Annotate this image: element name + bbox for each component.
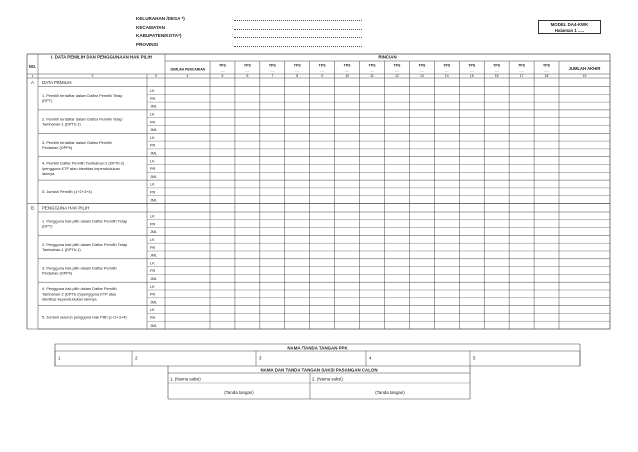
header-tps-7: TPS [368, 63, 376, 68]
column-number-16: 16 [494, 74, 499, 78]
item-label-B-4: 4. Pengguna hak pilih dalam Daftar Pemilih [42, 286, 117, 292]
header-tps-10: TPS [443, 63, 451, 68]
sex-label-pr: PR [150, 292, 156, 297]
sex-label-jml: JML [150, 198, 158, 203]
item-label-B-4: Tambahan-2 (DPTb-2)/pengguna KTP atau [42, 291, 117, 297]
sex-label-lk: LK [150, 261, 155, 266]
header-tps-sub-11: ..... [469, 68, 474, 73]
header-tps-11: TPS [468, 63, 476, 68]
column-number-3: 3 [155, 74, 157, 78]
fill-line-kabupaten[interactable]: : [232, 32, 362, 41]
header-tps-5: TPS [318, 63, 326, 68]
item-label-A-1: (DPT) [42, 98, 53, 104]
header-tps-3: TPS [268, 63, 276, 68]
header-tps-sub-2: ..... [245, 68, 250, 73]
section-code-A: A [31, 80, 34, 85]
fill-line-kecamatan[interactable]: : [232, 24, 362, 33]
fill-line-kelurahan[interactable]: : [232, 15, 362, 24]
item-label-B-5: 5. Jumlah seluruh pengguna Hak Pilih (1+2+3+4) [42, 314, 127, 320]
header-tps-sub-7: ..... [369, 68, 375, 73]
label-kabupaten: KABUPATEN/KOTA*) [136, 33, 182, 39]
column-number-5: 5 [221, 74, 224, 78]
saksi-sign-2: (Tanda tangan) [375, 390, 405, 395]
label-kelurahan: KELURAHAN /DESA *) [136, 16, 185, 21]
header-tps-sub-5: ..... [319, 68, 325, 73]
label-provinsi: PROVINSI [136, 41, 158, 47]
column-number-7: 7 [271, 74, 274, 78]
header-tps-sub-8: ..... [394, 68, 400, 73]
header-tps-sub-6: ..... [344, 68, 350, 73]
header-tps-6: TPS [343, 63, 351, 68]
sex-label-lk: LK [150, 214, 155, 219]
sex-label-lk: LK [150, 308, 155, 313]
sex-label-pr: PR [150, 269, 156, 274]
header-tps-4: TPS [293, 63, 301, 68]
item-label-A-2: 2. Pemilih terdaftar dalam Daftar Pemilih Tetap [42, 116, 123, 122]
ppk-title: NAMA /TANDA TANGAN PPK [287, 345, 348, 351]
header-jumlah-akhir: JUMLAH AKHIR [568, 66, 601, 71]
sex-label-jml: JML [150, 277, 158, 281]
label-kecamatan: KECAMATAN [136, 24, 165, 30]
header-tps-13: TPS [518, 63, 526, 68]
column-number-14: 14 [444, 74, 449, 78]
item-label-B-2: Tambahan-1 (DPTb-1) [42, 247, 81, 253]
column-number-18: 18 [544, 74, 549, 78]
header-rincian: RINCIAN [378, 54, 397, 60]
sex-label-pr: PR [150, 96, 156, 101]
column-number-8: 8 [296, 74, 299, 78]
sex-label-jml: JML [150, 128, 158, 133]
section-title-A: DATA PEMILIH [42, 80, 72, 85]
ppk-number-5: 5 [473, 355, 476, 361]
column-number-12: 12 [395, 74, 399, 78]
item-label-A-5: 5. Jumlah Pemilih (1+2+3+4) [42, 189, 92, 195]
sex-label-jml: JML [150, 300, 158, 305]
sex-label-jml: JML [150, 323, 158, 328]
header-tps-sub-13: ..... [519, 68, 524, 73]
item-label-A-4: lainnya [42, 171, 55, 176]
header-tps-sub-9: ..... [419, 68, 425, 73]
saksi-sign-1: (Tanda tangan) [224, 390, 254, 395]
header-tps-14: TPS [543, 63, 551, 68]
column-number-19: 19 [582, 74, 587, 78]
fill-line-provinsi[interactable]: : [232, 41, 362, 50]
column-number-6: 6 [246, 74, 249, 78]
header-jumlah-pencarian: JUMLAH PENCARIAN [169, 67, 206, 72]
column-number-11: 11 [370, 74, 374, 78]
sex-label-lk: LK [150, 182, 155, 187]
sex-label-pr: PR [150, 245, 156, 250]
item-label-A-4: 4. Pemilih Daftar Pemilih Tambahan-2 (DPTb-2) [42, 160, 125, 166]
sex-label-jml: JML [150, 230, 158, 235]
sex-label-lk: LK [150, 112, 155, 117]
model-title: MODEL DA4-KWK [550, 22, 589, 27]
header-tps-9: TPS [418, 63, 426, 68]
sex-label-jml: JML [150, 174, 158, 179]
header-tps-12: TPS [493, 63, 501, 68]
column-number-2: 2 [91, 74, 94, 78]
ppk-number-2: 2 [135, 355, 138, 361]
header-tps-sub-4: ..... [295, 68, 300, 73]
sex-label-lk: LK [150, 135, 155, 140]
column-number-9: 9 [321, 74, 324, 78]
column-number-13: 13 [420, 74, 424, 78]
sex-label-lk: LK [150, 284, 155, 289]
section-title-B: PENGGUNA HAK PILIH [42, 205, 90, 211]
header-tps-sub-1: ..... [220, 68, 225, 73]
header-tps-sub-14: ..... [544, 68, 549, 73]
item-label-A-3: 3. Pemilih terdaftar dalam Daftar Pemilih [42, 139, 112, 145]
sex-label-jml: JML [150, 151, 158, 156]
saksi-title: NAMA DAN TANDA TANGAN SAKSI PASANGAN CALON [260, 367, 378, 373]
model-page: Halaman 1 ..... [554, 28, 585, 33]
item-label-B-3: Pindahan (DPPh) [42, 270, 73, 276]
header-tps-sub-3: ..... [270, 68, 275, 73]
sex-label-pr: PR [150, 143, 156, 148]
saksi-name-1: 1. (Nama saksi) [170, 376, 201, 382]
item-label-A-2: Tambahan-1 (DPTb-1) [42, 121, 81, 127]
header-data: I. DATA PEMILIH DAN PENGGUNAAN HAK PILIH [51, 54, 152, 60]
item-label-A-4: /pengguna KTP atau identitas kependudukan [42, 165, 120, 171]
column-number-15: 15 [469, 74, 474, 78]
header-tps-sub-12: ..... [494, 68, 499, 73]
item-label-B-1: (DPT) [42, 223, 53, 229]
sex-label-jml: JML [150, 253, 158, 258]
ppk-number-4: 4 [369, 355, 372, 361]
header-no: NO. [28, 64, 37, 69]
sex-label-lk: LK [150, 159, 155, 164]
header-tps-sub-10: ..... [444, 68, 450, 73]
saksi-name-2: 2. (Nama saksi) [312, 376, 343, 382]
sex-label-pr: PR [150, 316, 156, 320]
sex-label-pr: PR [150, 120, 156, 125]
sex-label-pr: PR [150, 190, 156, 195]
header-tps-8: TPS [393, 63, 401, 68]
item-label-B-2: 2. Pengguna hak pilih dalam Daftar Pemilih Tetap [42, 241, 128, 247]
sex-label-jml: JML [150, 104, 158, 109]
item-label-B-3: 3. Pengguna hak pilih dalam Daftar Pemilih [42, 265, 117, 271]
item-label-A-1: 1. Pemilih terdaftar dalam Daftar Pemilih Tetap [42, 93, 123, 98]
column-number-1: 1 [31, 74, 34, 78]
header-tps-1: TPS [218, 63, 226, 68]
sex-label-lk: LK [150, 238, 155, 242]
column-number-10: 10 [345, 74, 349, 78]
column-number-4: 4 [186, 74, 189, 78]
sex-label-pr: PR [150, 167, 156, 172]
section-code-B: B [31, 205, 34, 211]
ppk-number-1: 1 [58, 355, 61, 361]
ppk-number-3: 3 [259, 355, 262, 361]
sex-label-lk: LK [150, 89, 155, 94]
sex-label-pr: PR [150, 222, 156, 227]
item-label-B-1: 1. Pengguna hak pilih dalam Daftar Pemilih Tetap [42, 218, 128, 224]
item-label-A-3: Pindahan (DPPh) [42, 145, 73, 150]
item-label-B-4: identitas kependudukan lainnya [42, 296, 97, 302]
header-tps-2: TPS [243, 63, 251, 68]
column-number-17: 17 [519, 74, 524, 78]
